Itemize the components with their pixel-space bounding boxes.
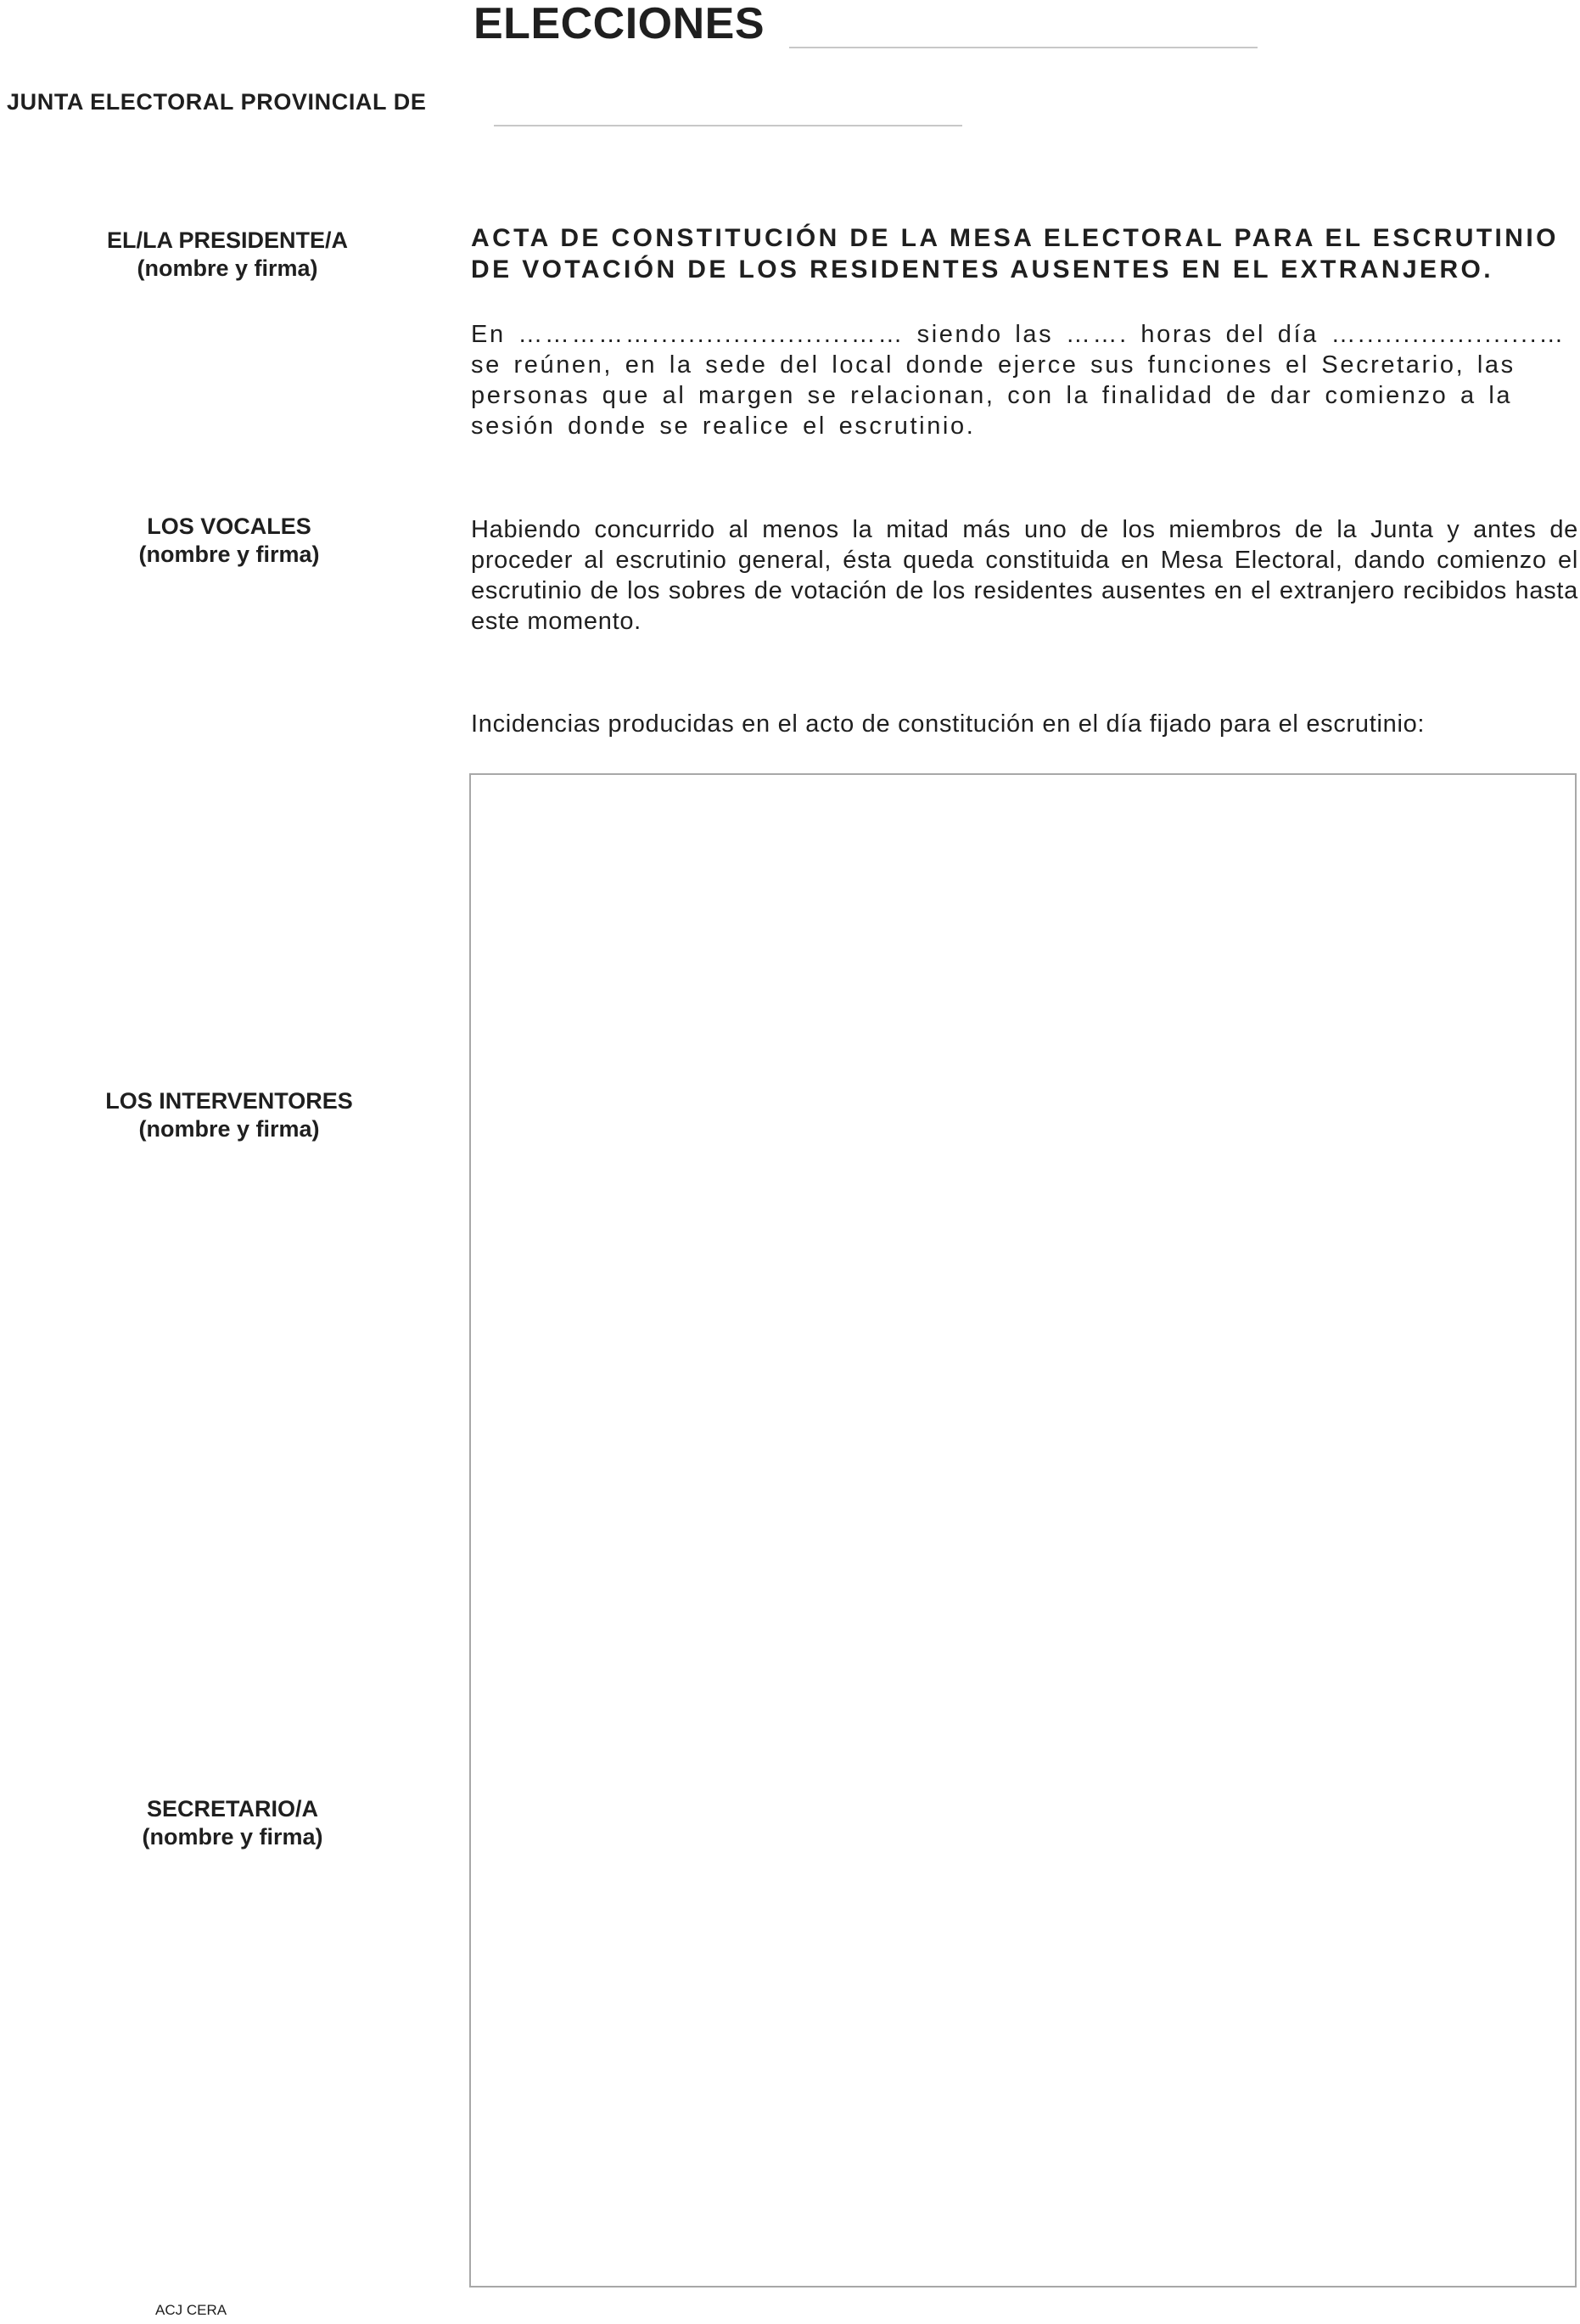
secretario-label	[97, 1795, 368, 1851]
intro-line-2: se reúnen, en la sede del local donde ejerce sus funciones el Secretario, las	[471, 351, 1516, 379]
presidente-role: EL/LA PRESIDENTE/A	[106, 227, 349, 253]
document-title: ELECCIONES	[473, 0, 765, 48]
intro-paragraph	[471, 319, 1578, 441]
intro-line-4: sesión donde se realice el escrutinio.	[471, 413, 976, 440]
province-field-line[interactable]	[494, 125, 962, 126]
junta-electoral-label: JUNTA ELECTORAL PROVINCIAL DE	[7, 89, 427, 115]
vocales-role: LOS VOCALES	[147, 514, 311, 539]
acta-heading-line-2: DE VOTACIÓN DE LOS RESIDENTES AUSENTES EN EL EXTRANJERO.	[471, 255, 1493, 283]
presidente-note: (nombre y firma)	[137, 255, 318, 281]
presidente-label	[92, 227, 363, 283]
acta-heading	[471, 222, 1580, 285]
vocales-note: (nombre y firma)	[138, 542, 320, 567]
interventores-note: (nombre y firma)	[138, 1116, 320, 1142]
acta-heading-line-1: ACTA DE CONSTITUCIÓN DE LA MESA ELECTORAL PARA EL ESCRUTINIO	[471, 224, 1559, 252]
interventores-role: LOS INTERVENTORES	[105, 1088, 353, 1114]
form-code: ACJ CERA	[155, 2302, 227, 2318]
election-name-field-line[interactable]	[789, 47, 1258, 48]
incidencias-label: Incidencias producidas en el acto de constitución en el día fijado para el escrutinio:	[471, 710, 1426, 738]
secretario-role: SECRETARIO/A	[146, 1796, 318, 1822]
interventores-label	[93, 1087, 365, 1143]
intro-line-1: En ……………......................…… siendo las ……. horas del día …....................…	[471, 321, 1566, 348]
secretario-note: (nombre y firma)	[142, 1824, 323, 1850]
vocales-label	[93, 513, 365, 569]
incidencias-textarea[interactable]	[469, 773, 1577, 2288]
intro-line-3: personas que al margen se relacionan, con la finalidad de dar comienzo a la	[471, 382, 1513, 409]
constitution-paragraph: Habiendo concurrido al menos la mitad más uno de los miembros de la Junta y antes de proceder al escrutinio general, ésta queda constituida en Mesa Electoral, dando comienzo el escrutinio de los sobres de votación de los residentes ausentes en el extranjero recibidos hasta este momento.	[471, 516, 1578, 635]
